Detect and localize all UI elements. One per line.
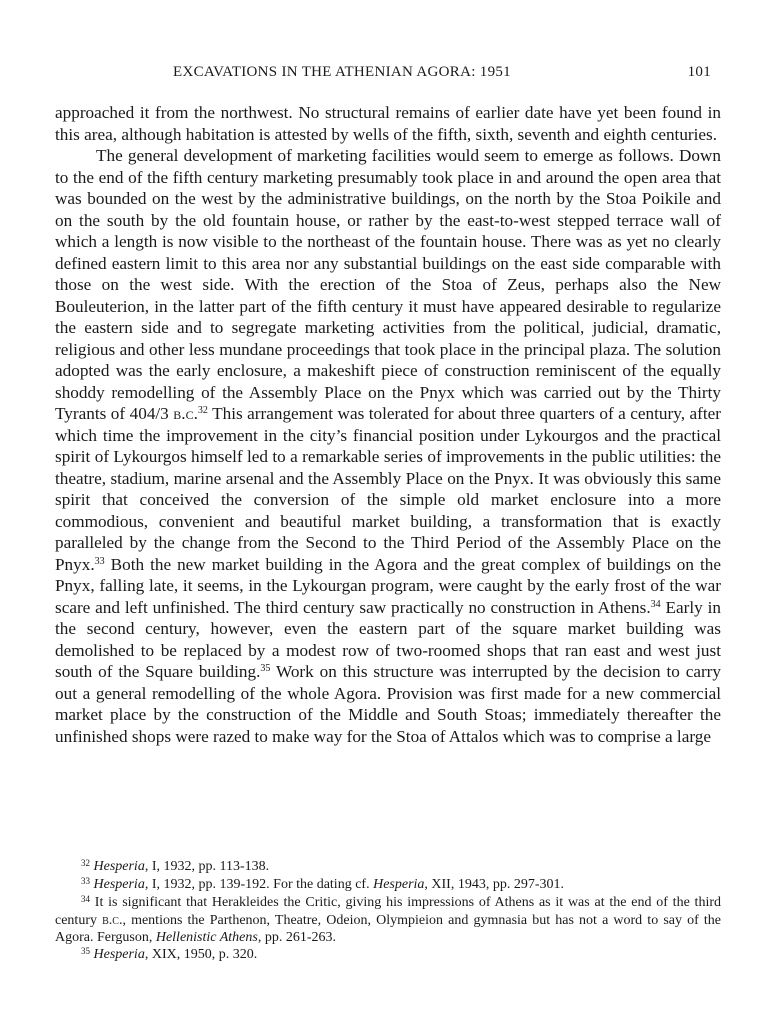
footnote-text: , mentions the Parthenon, Theatre, Odeion, Olympieion and gymnasia but has not a word to say of the Agora. Ferguson, bbox=[55, 913, 721, 945]
running-header bbox=[55, 64, 711, 86]
paragraph-2-part-e: Work on this structure was interrupted by the decision to carry out a general remodelling of the whole Agora. Provision was first made for a new commercial market place by the construction of the Middle and South Stoas; immediately thereafter the unfinished shops were razed to make way for the Stoa of Attalos which was to comprise a large bbox=[55, 662, 721, 746]
footnote-number: 34 bbox=[81, 894, 90, 904]
journal-title: Hesperia bbox=[93, 947, 145, 962]
journal-title: Hesperia bbox=[373, 877, 425, 892]
footnote-32 bbox=[55, 858, 721, 876]
footnote-number: 35 bbox=[81, 946, 90, 956]
bc-abbreviation: b.c. bbox=[173, 404, 198, 423]
citation-text: , I, 1932, pp. 113-138. bbox=[144, 859, 270, 874]
bc-abbreviation: b.c. bbox=[102, 913, 123, 928]
paragraph-2-part-c: Both the new market building in the Agora and the great complex of buildings on the Pnyx, falling late, it seems, in the Lykourgan program, were caught by the early frost of the war scare and left unfinished. The third century saw practically no construction in Athens. bbox=[55, 554, 721, 617]
footnote-34 bbox=[55, 894, 721, 946]
footnote-number: 33 bbox=[81, 876, 90, 886]
paragraph-2 bbox=[55, 145, 721, 747]
footnote-ref-33[interactable]: 33 bbox=[94, 555, 105, 567]
page-number: 101 bbox=[687, 64, 711, 80]
citation-text: , XIX, 1950, p. 320. bbox=[144, 947, 258, 962]
footnote-35 bbox=[55, 946, 721, 964]
journal-title: Hesperia bbox=[93, 877, 145, 892]
footnote-text: It is significant that Herakleides the Critic, giving his impressions of Athens as it was at the end of the third century bbox=[55, 895, 721, 928]
book-title: Hellenistic Athens bbox=[155, 930, 258, 945]
footnote-ref-32[interactable]: 32 bbox=[197, 405, 208, 416]
paragraph-2-part-b: This arrangement was tolerated for about three quarters of a century, after which time the improvement in the city’s financial position under Lykourgos and the practical spirit of Lykourgos himself led to a remarkable series of improvements in the public utilities: the theatre, stadium, marine arsenal and the Assembly Place on the Pnyx. It was obviously this same spirit that conceived the conversion of the simple old market enclosure into a more commodious, convenient and beautiful market building, a transformation that is exactly paralleled by the change from the Second to the Third Period of the Assembly Place on the Pnyx. bbox=[55, 404, 722, 574]
paragraph-2-part-a: The general development of marketing facilities would seem to emerge as follows. Down to the end of the fifth century marketing presumably took place in and around the open area that was bounded on the west by the administrative buildings, on the north by the Stoa Poikile and on the south by the old fountain house, or rather by the east-to-west stepped terrace wall of which a length is now visible to the northeast of the fountain house. There was as yet no clearly defined eastern limit to this area nor any substantial buildings on the east side comparable with those on the west side. With the erection of the Stoa of Zeus, perhaps also the New Bouleuterion, in the latter part of the fifth century it must have appeared desirable to regularize the eastern side and to segregate marketing activities from the political, judicial, dramatic, religious and other less mundane proceedings that took place in the principal plaza. The solution adopted was the early enclosure, a makeshift piece of construction reminiscent of the equally shoddy remodelling of the Assembly Place on the Pnyx which was carried out by the Thirty Tyrants of 404/3 bbox=[55, 146, 721, 423]
citation-text: , XII, 1943, pp. 297-301. bbox=[424, 877, 565, 892]
footnote-ref-35[interactable]: 35 bbox=[260, 663, 271, 674]
journal-title: Hesperia bbox=[93, 859, 145, 874]
citation-text: , pp. 261-263. bbox=[257, 930, 337, 945]
footnote-33 bbox=[55, 876, 721, 894]
footnote-number: 32 bbox=[81, 858, 90, 868]
paragraph-1: approached it from the northwest. No structural remains of earlier date have yet been found in this area, although habitation is attested by wells of the fifth, sixth, seventh and eighth centuries. bbox=[55, 103, 721, 144]
paragraph-2-part-d: Early in the second century, however, even the eastern part of the square market building was demolished to be replaced by a modest row of two-roomed shops that ran east and west just south of the Square building. bbox=[55, 597, 721, 681]
running-title: EXCAVATIONS IN THE ATHENIAN AGORA: 1951 bbox=[173, 64, 511, 80]
footnote-ref-34[interactable]: 34 bbox=[650, 598, 661, 610]
footnotes bbox=[55, 858, 721, 964]
main-text bbox=[55, 102, 721, 747]
citation-text: , I, 1932, pp. 139-192. For the dating cf. bbox=[144, 877, 374, 892]
